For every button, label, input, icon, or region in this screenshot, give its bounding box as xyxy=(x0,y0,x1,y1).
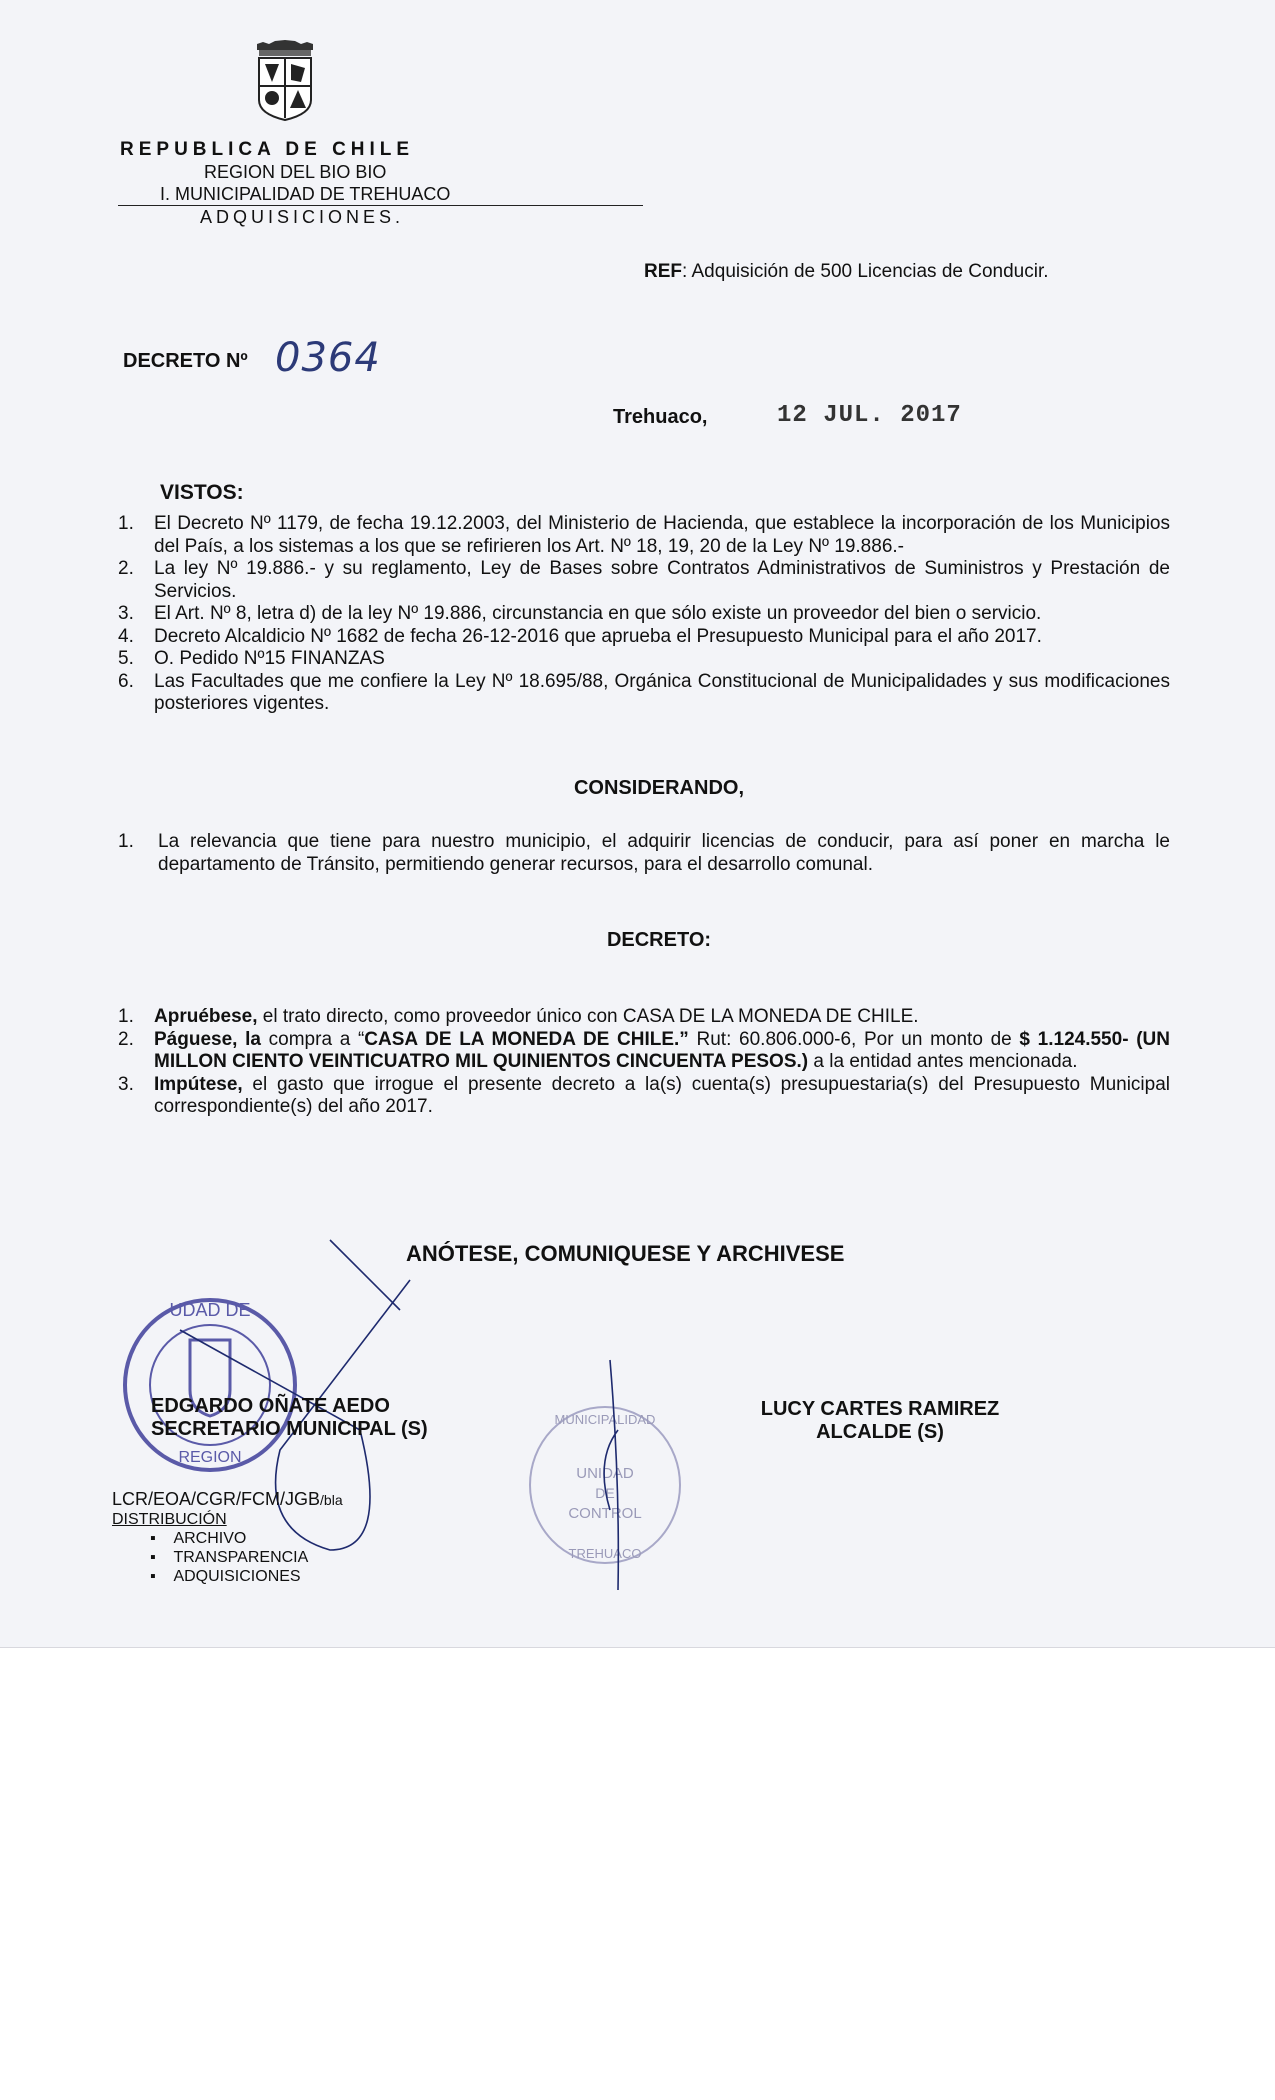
vistos-item xyxy=(118,603,1170,626)
item-text: el trato directo, como proveedor único con CASA DE LA MONEDA DE CHILE. xyxy=(257,1006,919,1027)
signer-name: EDGARDO OÑATE AEDO xyxy=(151,1395,390,1417)
item-number: 4. xyxy=(118,625,134,647)
vistos-item xyxy=(118,558,1170,603)
reference-label: REF xyxy=(644,261,682,282)
decreto-item xyxy=(118,1074,1170,1119)
item-text: el gasto que irrogue el presente decreto a la(s) cuenta(s) presupuestaria(s) del Presupuesto Municipal correspondiente(s) del año 2017. xyxy=(154,1073,1170,1117)
item-number: 6. xyxy=(118,670,134,692)
item-text: La relevancia que tiene para nuestro municipio, el adquirir licencias de conducir, para así poner en marcha le departamento de Tránsito, permitiendo generar recursos, para el desarrollo comunal. xyxy=(158,831,1170,875)
item-text: Las Facultades que me confiere la Ley Nº 18.695/88, Orgánica Constitucional de Municipalidades y sus modificaciones posteriores vigentes. xyxy=(154,670,1170,714)
item-text: El Decreto Nº 1179, de fecha 19.12.2003, del Ministerio de Hacienda, que establece la incorporación de los Municipios del País, a los sistemas a los que se refirieren los Art. Nº 18, 19, 20 de la Ley Nº 19.886.- xyxy=(154,513,1170,557)
letterhead-divider xyxy=(118,205,643,206)
item-text: Rut: 60.806.000-6, Por un monto de xyxy=(688,1028,1020,1050)
vistos-item xyxy=(118,671,1170,716)
decreto-list xyxy=(118,1006,1170,1119)
letterhead-municipality: I. MUNICIPALIDAD DE TREHUACO xyxy=(160,184,451,204)
svg-text:UDAD DE: UDAD DE xyxy=(169,1300,251,1320)
signature-mayor xyxy=(740,1398,1020,1444)
signer-name: LUCY CARTES RAMIREZ xyxy=(760,1398,1000,1420)
item-number: 3. xyxy=(118,1073,134,1095)
item-verb: Impútese, xyxy=(154,1073,243,1095)
considerando-title: CONSIDERANDO, xyxy=(573,777,744,799)
item-number: 1. xyxy=(118,513,134,534)
signer-role: ALCALDE (S) xyxy=(816,1421,944,1443)
initials-suffix: /bla xyxy=(320,1492,343,1508)
vistos-item xyxy=(118,513,1170,558)
svg-text:DE: DE xyxy=(595,1485,615,1501)
decree-number-label: DECRETO Nº xyxy=(123,350,248,372)
reference-line xyxy=(644,261,1049,283)
item-number: 1. xyxy=(118,1006,134,1027)
reference-text: : Adquisición de 500 Licencias de Conducir. xyxy=(682,261,1049,282)
item-text: Decreto Alcaldicio Nº 1682 de fecha 26-12-2016 que aprueba el Presupuesto Municipal para el año 2017. xyxy=(154,625,1042,647)
signature-secretary xyxy=(151,1395,428,1441)
vistos-item xyxy=(118,648,1170,671)
item-number: 2. xyxy=(118,558,134,579)
vistos-item xyxy=(118,626,1170,649)
signer-role: SECRETARIO MUNICIPAL (S) xyxy=(151,1418,428,1440)
considerando-list xyxy=(118,831,1170,876)
svg-text:MUNICIPALIDAD: MUNICIPALIDAD xyxy=(554,1412,656,1427)
item-number: 3. xyxy=(118,603,134,624)
distribution-label: ADQUISICIONES xyxy=(173,1568,301,1585)
item-number: 1. xyxy=(118,831,134,852)
distribution-item: ▪ TRANSPARENCIA xyxy=(150,1549,309,1566)
distribution-list xyxy=(112,1529,343,1586)
initials: LCR/EOA/CGR/FCM/JGB xyxy=(112,1489,321,1509)
letterhead-country: REPUBLICA DE CHILE xyxy=(120,139,415,160)
item-text: O. Pedido Nº15 FINANZAS xyxy=(154,648,385,669)
svg-text:CONTROL: CONTROL xyxy=(568,1505,642,1522)
supplier-name: CASA DE LA MONEDA DE CHILE.” xyxy=(364,1028,689,1050)
svg-text:REGION: REGION xyxy=(178,1449,242,1466)
letterhead xyxy=(120,139,640,205)
item-text: La ley Nº 19.886.- y su reglamento, Ley de Bases sobre Contratos Administrativos de Suministros y Prestación de Servicios. xyxy=(154,558,1170,602)
decree-number-handwritten: 0364 xyxy=(275,335,381,381)
item-text: compra a “ xyxy=(260,1028,365,1050)
decreto-item xyxy=(118,1006,1170,1029)
distribution-label: ARCHIVO xyxy=(173,1530,247,1547)
vistos-list xyxy=(118,513,1170,716)
distribution-label: TRANSPARENCIA xyxy=(173,1549,309,1566)
distribution-item: ▪ ADQUISICIONES xyxy=(150,1568,301,1585)
vistos-title: VISTOS: xyxy=(160,481,244,504)
item-verb: Páguese, la xyxy=(154,1028,261,1050)
item-verb: Apruébese, xyxy=(154,1006,258,1027)
item-number: 2. xyxy=(118,1028,134,1050)
item-text: El Art. Nº 8, letra d) de la ley Nº 19.886, circunstancia en que sólo existe un proveedor del bien o servicio. xyxy=(154,603,1042,624)
amount: $ 1.124.550- (UN MILLON CIENTO VEINTICUATRO MIL QUINIENTOS CINCUENTA PESOS.) xyxy=(154,1028,1170,1072)
decreto-title: DECRETO: xyxy=(606,929,712,951)
letterhead-region: REGION DEL BIO BIO xyxy=(204,162,387,182)
place: Trehuaco, xyxy=(613,406,708,428)
item-number: 5. xyxy=(118,648,134,669)
distribution-item: ▪ ARCHIVO xyxy=(150,1530,247,1547)
decreto-item xyxy=(118,1029,1170,1074)
footer xyxy=(112,1490,343,1586)
coat-of-arms-logo xyxy=(253,38,317,122)
closing-formula: ANÓTESE, COMUNIQUESE Y ARCHIVESE xyxy=(406,1241,845,1266)
letterhead-department: ADQUISICIONES. xyxy=(200,207,405,227)
svg-text:UNIDAD: UNIDAD xyxy=(576,1465,634,1482)
distribution-title: DISTRIBUCIÓN xyxy=(112,1511,227,1528)
considerando-item xyxy=(118,831,1170,876)
item-text: a la entidad antes mencionada. xyxy=(808,1051,1078,1072)
svg-text:TREHUACO: TREHUACO xyxy=(568,1546,642,1561)
date-stamp: 12 JUL. 2017 xyxy=(777,402,962,429)
